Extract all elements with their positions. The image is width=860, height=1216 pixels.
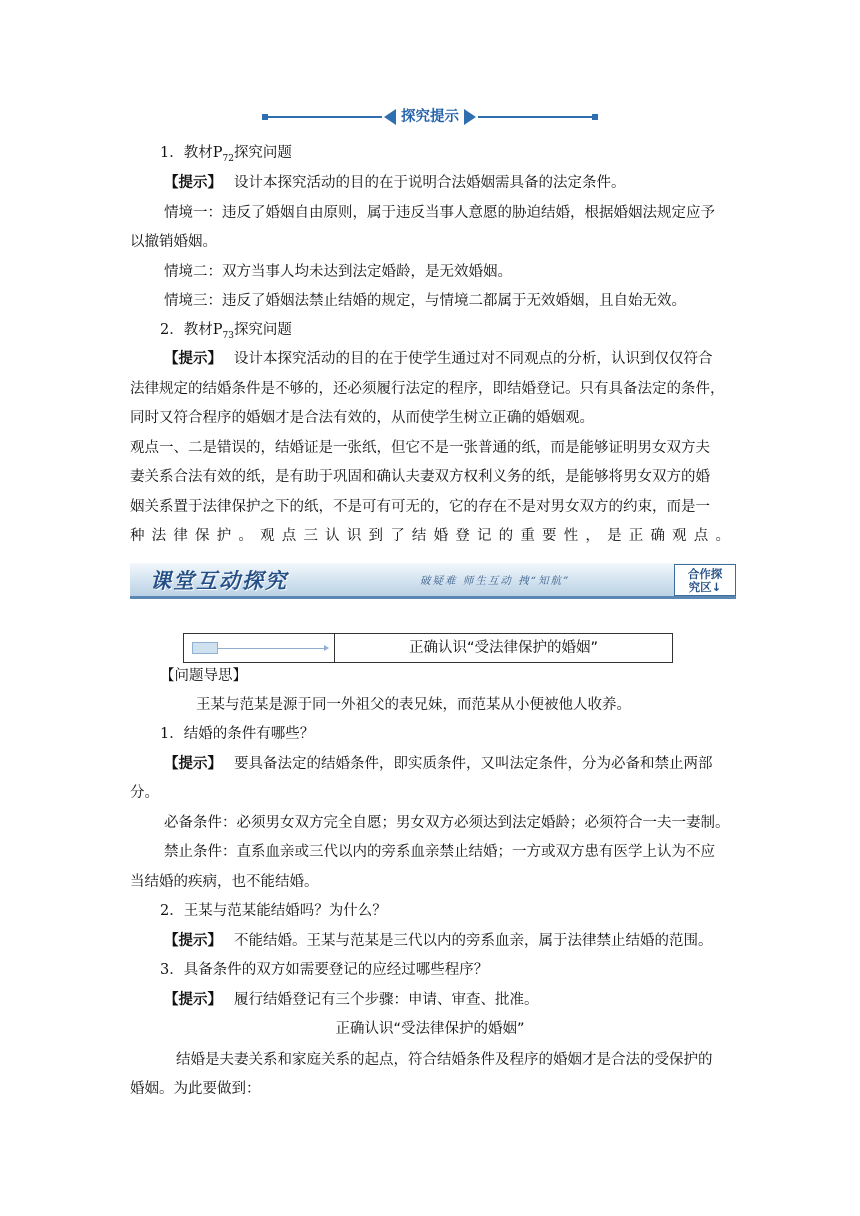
hint-tag: 【提示】 [164,756,222,772]
scenario-1-line-2: 以撤销婚姻。 [130,234,217,250]
classroom-bar-title: 课堂互动探究 [150,568,288,593]
guide-q3: 3．具备条件的双方如需要登记的应经过哪些程序？ [160,962,489,978]
q2-title [160,320,292,346]
viewpoint-line-2: 妻关系合法有效的纸，是有助于巩固和确认夫妻双方权利义务的纸，是能够将男女双方的婚 [130,469,710,485]
classroom-bar-slogan: 破疑难 师生互动 拽“知航” [420,575,571,587]
hint-tag: 【提示】 [164,933,222,949]
topic-table [183,633,673,663]
cooperation-zone-badge [674,564,736,596]
hint-text: 不能结婚。王某与范某是三代以内的旁系血亲，属于法律禁止结婚的范围。 [234,933,713,949]
triangle-left-icon [384,109,396,125]
q2-hint-line-2: 法律规定的结婚条件是不够的，还必须履行法定的程序，即结婚登记。只有具备法定的条件， [130,381,725,397]
banner-rule-left [268,116,382,118]
q2-title-text: 2．教材P [160,322,223,338]
hint-text: 设计本探究活动的目的在于说明合法婚姻需具备的法定条件。 [234,175,626,191]
arrow-right-icon [324,645,329,651]
section-heading: 正确认识“受法律保护的婚姻” [335,1021,525,1037]
prohibited-conditions-line-1: 禁止条件：直系血亲或三代以内的旁系血亲禁止结婚；一方或双方患有医学上认为不应 [164,844,715,860]
triangle-right-icon [464,109,476,125]
guide-q2: 2．王某与范某能结婚吗？为什么？ [160,903,387,919]
prohibited-conditions-line-2: 当结婚的疾病，也不能结婚。 [130,874,319,890]
hint-text: 要具备法定的结婚条件，即实质条件，又叫法定条件，分为必备和禁止两部 [234,756,713,772]
scenario-1-line-1: 情境一：违反了婚姻自由原则，属于违反当事人意愿的胁迫结婚，根据婚姻法规定应予 [164,205,715,221]
q1-hint [164,173,626,193]
viewpoint-line-4: 种法律保护。观点三认识到了结婚登记的重要性，是正确观点。 [130,528,730,544]
hint-tag: 【提示】 [164,175,222,191]
section-paragraph-line-2: 婚姻。为此要做到： [130,1081,261,1097]
scenario-3: 情境三：违反了婚姻法禁止结婚的规定，与情境二都属于无效婚姻，且自始无效。 [164,293,686,309]
badge-line-1: 合作探 [687,567,723,581]
hint-text: 设计本探究活动的目的在于使学生通过对不同观点的分析，认识到仅仅符合 [234,351,713,367]
guide-a3 [164,990,539,1010]
q1-title-page: 72 [222,153,234,164]
topic-table-left-cell [184,634,335,662]
hint-tag: 【提示】 [164,992,222,1008]
q2-title-page: 73 [222,330,234,341]
required-conditions: 必备条件：必须男女双方完全自愿；男女双方必须达到法定婚龄；必须符合一夫一妻制。 [164,815,730,831]
q2-hint-line-3: 同时又符合程序的婚姻才是合法有效的，从而使学生树立正确的婚姻观。 [130,410,594,426]
case-text: 王某与范某是源于同一外祖父的表兄妹，而范某从小便被他人收养。 [196,697,631,713]
guide-heading: 【问题导思】 [160,668,247,684]
viewpoint-line-1: 观点一、二是错误的，结婚证是一张纸，但它不是一张普通的纸，而是能够证明男女双方夫 [130,440,710,456]
scenario-2: 情境二：双方当事人均未达到法定婚龄，是无效婚姻。 [164,264,512,280]
explore-hint-banner [262,106,598,128]
banner-label: 探究提示 [401,109,459,125]
guide-q1: 1．结婚的条件有哪些？ [160,726,315,742]
q2-title-suffix: 探究问题 [233,322,292,338]
q1-title [160,143,292,169]
q1-title-suffix: 探究问题 [233,145,292,161]
viewpoint-line-3: 姻关系置于法律保护之下的纸，不是可有可无的，它的存在不是对男女双方的约束，而是一 [130,499,710,515]
topic-tag-icon [192,642,218,654]
banner-dot-right [592,114,598,120]
topic-tag-line [218,648,326,649]
hint-tag: 【提示】 [164,351,222,367]
hint-text: 履行结婚登记有三个步骤：申请、审查、批准。 [234,992,539,1008]
section-paragraph-line-1: 结婚是夫妻关系和家庭关系的起点，符合结婚条件及程序的婚姻才是合法的受保护的 [176,1052,713,1068]
guide-a1 [164,754,713,774]
topic-title: 正确认识“受法律保护的婚姻” [408,640,599,656]
classroom-interaction-bar [130,563,736,599]
banner-rule-right [478,116,592,118]
q2-hint [164,349,713,369]
classroom-bar-stripe [130,596,736,599]
guide-a1-line-2: 分。 [130,785,159,801]
q1-title-text: 1．教材P [160,145,223,161]
badge-line-2: 究区↓ [688,580,722,594]
guide-a2 [164,931,713,951]
